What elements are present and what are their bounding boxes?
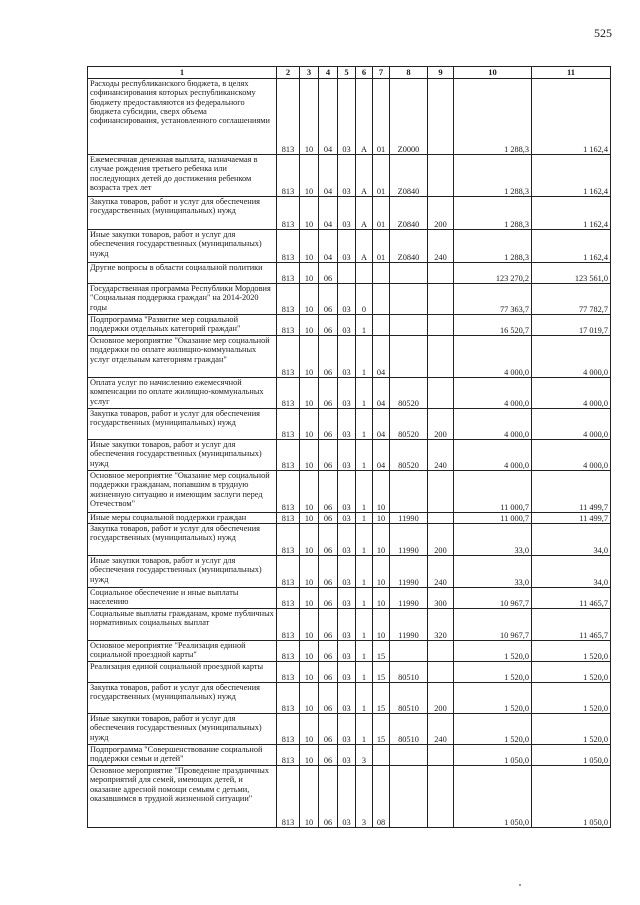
code-cell-6: А (356, 230, 373, 263)
amount-cell-10: 1 520,0 (454, 683, 532, 714)
row-name-cell: Государственная программа Республики Мордовия "Социальная поддержка граждан" на 2014-2020 годы (88, 284, 277, 315)
row-name-cell: Основное мероприятие "Реализация единой социальной проездной карты" (88, 641, 277, 662)
header-col-9: 9 (428, 67, 454, 79)
code-cell-2: 813 (277, 662, 300, 683)
code-cell-7 (373, 263, 390, 284)
amount-cell-11: 1 162,4 (532, 230, 611, 263)
code-cell-8 (390, 745, 428, 766)
code-cell-9: 240 (428, 714, 454, 745)
code-cell-8 (390, 336, 428, 378)
header-col-11: 11 (532, 67, 611, 79)
amount-cell-11: 1 162,4 (532, 155, 611, 197)
code-cell-5: 03 (338, 641, 356, 662)
amount-cell-11: 1 162,4 (532, 79, 611, 155)
code-cell-9: 240 (428, 440, 454, 471)
code-cell-2: 813 (277, 155, 300, 197)
code-cell-4: 06 (319, 745, 338, 766)
code-cell-2: 813 (277, 230, 300, 263)
code-cell-4: 06 (319, 714, 338, 745)
table-row (88, 745, 611, 766)
code-cell-8: Z0840 (390, 230, 428, 263)
table-row (88, 662, 611, 683)
code-cell-6: 1 (356, 588, 373, 609)
row-name-cell: Иные меры социальной поддержки граждан (88, 513, 277, 524)
code-cell-4: 04 (319, 230, 338, 263)
amount-cell-10: 1 288,3 (454, 79, 532, 155)
code-cell-7: 15 (373, 641, 390, 662)
code-cell-3: 10 (300, 230, 319, 263)
row-name-cell: Реализация единой социальной проездной карты (88, 662, 277, 683)
amount-cell-10: 1 520,0 (454, 714, 532, 745)
code-cell-5: 03 (338, 315, 356, 336)
code-cell-9 (428, 745, 454, 766)
amount-cell-11: 11 499,7 (532, 513, 611, 524)
margin-dot (519, 884, 521, 886)
amount-cell-11: 123 561,0 (532, 263, 611, 284)
code-cell-9: 300 (428, 588, 454, 609)
code-cell-2: 813 (277, 556, 300, 588)
table-row (88, 513, 611, 524)
code-cell-3: 10 (300, 714, 319, 745)
table-row (88, 641, 611, 662)
code-cell-6: 1 (356, 641, 373, 662)
code-cell-4: 06 (319, 409, 338, 440)
amount-cell-10: 1 050,0 (454, 766, 532, 828)
code-cell-6: 1 (356, 336, 373, 378)
code-cell-9 (428, 284, 454, 315)
row-name-cell: Подпрограмма "Совершенствование социальной поддержки семьи и детей" (88, 745, 277, 766)
table-row (88, 588, 611, 609)
header-col-5: 5 (338, 67, 356, 79)
code-cell-6: А (356, 79, 373, 155)
code-cell-5: 03 (338, 714, 356, 745)
amount-cell-11: 4 000,0 (532, 378, 611, 409)
code-cell-3: 10 (300, 641, 319, 662)
amount-cell-10: 10 967,7 (454, 588, 532, 609)
code-cell-3: 10 (300, 79, 319, 155)
code-cell-5: 03 (338, 197, 356, 230)
header-col-4: 4 (319, 67, 338, 79)
code-cell-8: 80510 (390, 683, 428, 714)
code-cell-2: 813 (277, 609, 300, 641)
amount-cell-10: 4 000,0 (454, 378, 532, 409)
code-cell-9 (428, 766, 454, 828)
table-row (88, 263, 611, 284)
code-cell-7: 04 (373, 336, 390, 378)
code-cell-3: 10 (300, 471, 319, 513)
amount-cell-10: 1 288,3 (454, 197, 532, 230)
row-name-cell: Закупка товаров, работ и услуг для обеспечения государственных (муниципальных) нужд (88, 683, 277, 714)
table-row (88, 440, 611, 471)
header-col-1: 1 (88, 67, 277, 79)
table-row (88, 284, 611, 315)
code-cell-3: 10 (300, 315, 319, 336)
row-name-cell: Основное мероприятие "Проведение праздничных мероприятий для семей, имеющих детей, и оказание адресной помощи семьям с детьми, оказавшимся в трудной жизненной ситуации" (88, 766, 277, 828)
code-cell-8 (390, 315, 428, 336)
code-cell-7 (373, 745, 390, 766)
code-cell-6: 1 (356, 609, 373, 641)
code-cell-4: 04 (319, 197, 338, 230)
amount-cell-11: 11 465,7 (532, 588, 611, 609)
code-cell-8: Z0840 (390, 155, 428, 197)
code-cell-6: 1 (356, 409, 373, 440)
code-cell-3: 10 (300, 662, 319, 683)
code-cell-6: 0 (356, 284, 373, 315)
table-row (88, 409, 611, 440)
row-name-cell: Подпрограмма "Развитие мер социальной поддержки отдельных категорий граждан" (88, 315, 277, 336)
code-cell-4: 06 (319, 263, 338, 284)
code-cell-2: 813 (277, 440, 300, 471)
code-cell-9 (428, 315, 454, 336)
row-name-cell: Социальное обеспечение и иные выплаты населению (88, 588, 277, 609)
table-row (88, 336, 611, 378)
amount-cell-10: 4 000,0 (454, 336, 532, 378)
code-cell-3: 10 (300, 513, 319, 524)
header-row (88, 67, 611, 79)
table-header (88, 67, 611, 79)
code-cell-2: 813 (277, 683, 300, 714)
code-cell-8: 11990 (390, 556, 428, 588)
amount-cell-10: 33,0 (454, 556, 532, 588)
code-cell-8: 11990 (390, 524, 428, 556)
code-cell-9 (428, 79, 454, 155)
code-cell-8: 80520 (390, 378, 428, 409)
code-cell-9: 320 (428, 609, 454, 641)
code-cell-4: 06 (319, 315, 338, 336)
table-row (88, 471, 611, 513)
amount-cell-10: 1 050,0 (454, 745, 532, 766)
table-row (88, 524, 611, 556)
code-cell-6: 1 (356, 440, 373, 471)
code-cell-5: 03 (338, 284, 356, 315)
code-cell-2: 813 (277, 588, 300, 609)
table-body (88, 79, 611, 828)
code-cell-4: 06 (319, 609, 338, 641)
code-cell-5: 03 (338, 336, 356, 378)
code-cell-9 (428, 336, 454, 378)
row-name-cell: Закупка товаров, работ и услуг для обеспечения государственных (муниципальных) нужд (88, 197, 277, 230)
code-cell-8 (390, 263, 428, 284)
code-cell-7: 01 (373, 79, 390, 155)
code-cell-7 (373, 315, 390, 336)
code-cell-3: 10 (300, 197, 319, 230)
code-cell-5: 03 (338, 556, 356, 588)
code-cell-6: 1 (356, 662, 373, 683)
code-cell-8 (390, 471, 428, 513)
amount-cell-10: 10 967,7 (454, 609, 532, 641)
code-cell-7: 04 (373, 378, 390, 409)
code-cell-4: 06 (319, 683, 338, 714)
code-cell-3: 10 (300, 263, 319, 284)
header-col-3: 3 (300, 67, 319, 79)
table-row (88, 378, 611, 409)
code-cell-4: 06 (319, 766, 338, 828)
code-cell-7: 15 (373, 662, 390, 683)
amount-cell-10: 33,0 (454, 524, 532, 556)
table-row (88, 315, 611, 336)
code-cell-9: 200 (428, 197, 454, 230)
table-row (88, 230, 611, 263)
amount-cell-11: 17 019,7 (532, 315, 611, 336)
row-name-cell: Социальные выплаты гражданам, кроме публичных нормативных социальных выплат (88, 609, 277, 641)
code-cell-5: 03 (338, 440, 356, 471)
code-cell-2: 813 (277, 315, 300, 336)
code-cell-9 (428, 155, 454, 197)
code-cell-4: 06 (319, 556, 338, 588)
code-cell-5: 03 (338, 766, 356, 828)
code-cell-9 (428, 471, 454, 513)
code-cell-8 (390, 284, 428, 315)
code-cell-7: 10 (373, 524, 390, 556)
code-cell-7: 01 (373, 197, 390, 230)
code-cell-6: 3 (356, 745, 373, 766)
code-cell-9: 200 (428, 683, 454, 714)
code-cell-4: 06 (319, 588, 338, 609)
row-name-cell: Закупка товаров, работ и услуг для обеспечения государственных (муниципальных) нужд (88, 409, 277, 440)
code-cell-6: 1 (356, 471, 373, 513)
code-cell-6: 3 (356, 766, 373, 828)
page-number: 525 (594, 26, 612, 40)
code-cell-5: 03 (338, 79, 356, 155)
amount-cell-11: 1 520,0 (532, 683, 611, 714)
code-cell-9 (428, 263, 454, 284)
code-cell-5: 03 (338, 378, 356, 409)
code-cell-7: 15 (373, 714, 390, 745)
code-cell-4: 06 (319, 513, 338, 524)
code-cell-3: 10 (300, 284, 319, 315)
code-cell-9 (428, 641, 454, 662)
amount-cell-11: 4 000,0 (532, 440, 611, 471)
code-cell-7: 10 (373, 609, 390, 641)
code-cell-9: 240 (428, 556, 454, 588)
code-cell-9 (428, 378, 454, 409)
amount-cell-11: 1 050,0 (532, 745, 611, 766)
budget-table (87, 66, 611, 828)
code-cell-5: 03 (338, 513, 356, 524)
amount-cell-10: 1 288,3 (454, 155, 532, 197)
code-cell-5: 03 (338, 471, 356, 513)
table-row (88, 683, 611, 714)
code-cell-8: Z0840 (390, 197, 428, 230)
code-cell-5: 03 (338, 662, 356, 683)
code-cell-3: 10 (300, 524, 319, 556)
amount-cell-11: 4 000,0 (532, 336, 611, 378)
amount-cell-10: 4 000,0 (454, 409, 532, 440)
code-cell-3: 10 (300, 766, 319, 828)
code-cell-8: 80510 (390, 714, 428, 745)
code-cell-4: 04 (319, 79, 338, 155)
code-cell-8: 11990 (390, 609, 428, 641)
amount-cell-11: 1 162,4 (532, 197, 611, 230)
code-cell-9 (428, 662, 454, 683)
code-cell-7: 01 (373, 155, 390, 197)
header-col-8: 8 (390, 67, 428, 79)
code-cell-5: 03 (338, 155, 356, 197)
header-col-2: 2 (277, 67, 300, 79)
code-cell-3: 10 (300, 378, 319, 409)
code-cell-2: 813 (277, 714, 300, 745)
row-name-cell: Основное мероприятие "Оказание мер социальной поддержки по оплате жилищно-коммунальных услуг отдельным категориям граждан" (88, 336, 277, 378)
code-cell-3: 10 (300, 556, 319, 588)
code-cell-8: Z0000 (390, 79, 428, 155)
code-cell-5: 03 (338, 588, 356, 609)
code-cell-5 (338, 263, 356, 284)
code-cell-8: 80510 (390, 662, 428, 683)
amount-cell-10: 1 520,0 (454, 641, 532, 662)
code-cell-2: 813 (277, 284, 300, 315)
row-name-cell: Расходы республиканского бюджета, в целях софинансирования которых республиканскому бюджету предоставляются из федерального бюджета субсидии, сверх объема софинансирования, установленного соглашениями (88, 79, 277, 155)
code-cell-6: 1 (356, 524, 373, 556)
code-cell-6: 1 (356, 378, 373, 409)
amount-cell-10: 4 000,0 (454, 440, 532, 471)
code-cell-3: 10 (300, 683, 319, 714)
row-name-cell: Оплата услуг по начислению ежемесячной компенсации по оплате жилищно-коммунальных услуг (88, 378, 277, 409)
code-cell-2: 813 (277, 79, 300, 155)
code-cell-4: 06 (319, 524, 338, 556)
header-col-7: 7 (373, 67, 390, 79)
amount-cell-11: 11 499,7 (532, 471, 611, 513)
amount-cell-10: 123 270,2 (454, 263, 532, 284)
table-row (88, 714, 611, 745)
code-cell-6: 1 (356, 556, 373, 588)
table-row (88, 79, 611, 155)
amount-cell-11: 1 050,0 (532, 766, 611, 828)
code-cell-4: 06 (319, 662, 338, 683)
code-cell-4: 06 (319, 336, 338, 378)
code-cell-7: 04 (373, 440, 390, 471)
code-cell-3: 10 (300, 336, 319, 378)
code-cell-8: 80520 (390, 440, 428, 471)
code-cell-2: 813 (277, 745, 300, 766)
code-cell-5: 03 (338, 230, 356, 263)
code-cell-9: 200 (428, 409, 454, 440)
table-row (88, 197, 611, 230)
code-cell-6: А (356, 197, 373, 230)
code-cell-3: 10 (300, 155, 319, 197)
code-cell-5: 03 (338, 409, 356, 440)
code-cell-3: 10 (300, 588, 319, 609)
code-cell-4: 06 (319, 378, 338, 409)
code-cell-3: 10 (300, 609, 319, 641)
row-name-cell: Другие вопросы в области социальной политики (88, 263, 277, 284)
code-cell-5: 03 (338, 609, 356, 641)
code-cell-6: 1 (356, 513, 373, 524)
amount-cell-11: 1 520,0 (532, 714, 611, 745)
code-cell-7: 10 (373, 588, 390, 609)
code-cell-2: 813 (277, 766, 300, 828)
code-cell-6: А (356, 155, 373, 197)
code-cell-2: 813 (277, 524, 300, 556)
row-name-cell: Иные закупки товаров, работ и услуг для обеспечения государственных (муниципальных) нужд (88, 230, 277, 263)
code-cell-2: 813 (277, 471, 300, 513)
code-cell-5: 03 (338, 683, 356, 714)
table-row (88, 609, 611, 641)
amount-cell-11: 34,0 (532, 556, 611, 588)
code-cell-7: 04 (373, 409, 390, 440)
code-cell-8 (390, 641, 428, 662)
code-cell-2: 813 (277, 409, 300, 440)
table-row (88, 766, 611, 828)
code-cell-3: 10 (300, 409, 319, 440)
code-cell-4: 06 (319, 440, 338, 471)
code-cell-8: 11990 (390, 588, 428, 609)
code-cell-2: 813 (277, 263, 300, 284)
code-cell-7: 08 (373, 766, 390, 828)
code-cell-3: 10 (300, 745, 319, 766)
code-cell-8: 80520 (390, 409, 428, 440)
table-row (88, 155, 611, 197)
amount-cell-11: 34,0 (532, 524, 611, 556)
amount-cell-11: 1 520,0 (532, 641, 611, 662)
code-cell-6: 1 (356, 315, 373, 336)
code-cell-9 (428, 513, 454, 524)
code-cell-2: 813 (277, 641, 300, 662)
amount-cell-10: 16 520,7 (454, 315, 532, 336)
amount-cell-10: 11 000,7 (454, 513, 532, 524)
amount-cell-10: 1 520,0 (454, 662, 532, 683)
code-cell-2: 813 (277, 378, 300, 409)
code-cell-4: 06 (319, 284, 338, 315)
code-cell-8 (390, 766, 428, 828)
code-cell-7: 10 (373, 556, 390, 588)
header-col-6: 6 (356, 67, 373, 79)
code-cell-2: 813 (277, 513, 300, 524)
code-cell-7: 01 (373, 230, 390, 263)
row-name-cell: Иные закупки товаров, работ и услуг для обеспечения государственных (муниципальных) нужд (88, 714, 277, 745)
table-row (88, 556, 611, 588)
code-cell-2: 813 (277, 197, 300, 230)
code-cell-6: 1 (356, 714, 373, 745)
header-col-10: 10 (454, 67, 532, 79)
amount-cell-10: 11 000,7 (454, 471, 532, 513)
code-cell-7: 15 (373, 683, 390, 714)
amount-cell-10: 1 288,3 (454, 230, 532, 263)
row-name-cell: Ежемесячная денежная выплата, назначаемая в случае рождения третьего ребенка или последующих детей до достижения ребенком возраста трех лет (88, 155, 277, 197)
code-cell-9: 200 (428, 524, 454, 556)
amount-cell-11: 1 520,0 (532, 662, 611, 683)
code-cell-5: 03 (338, 524, 356, 556)
code-cell-9: 240 (428, 230, 454, 263)
code-cell-6 (356, 263, 373, 284)
code-cell-5: 03 (338, 745, 356, 766)
code-cell-2: 813 (277, 336, 300, 378)
code-cell-3: 10 (300, 440, 319, 471)
amount-cell-11: 4 000,0 (532, 409, 611, 440)
amount-cell-10: 77 363,7 (454, 284, 532, 315)
code-cell-7: 10 (373, 513, 390, 524)
code-cell-8: 11990 (390, 513, 428, 524)
row-name-cell: Закупка товаров, работ и услуг для обеспечения государственных (муниципальных) нужд (88, 524, 277, 556)
code-cell-6: 1 (356, 683, 373, 714)
row-name-cell: Основное мероприятие "Оказание мер социальной поддержки гражданам, попавшим в трудную жизненную ситуацию и имеющим заслуги перед Отечеством" (88, 471, 277, 513)
code-cell-4: 06 (319, 471, 338, 513)
code-cell-4: 04 (319, 155, 338, 197)
code-cell-7: 10 (373, 471, 390, 513)
code-cell-7 (373, 284, 390, 315)
code-cell-4: 06 (319, 641, 338, 662)
amount-cell-11: 77 782,7 (532, 284, 611, 315)
amount-cell-11: 11 465,7 (532, 609, 611, 641)
row-name-cell: Иные закупки товаров, работ и услуг для обеспечения государственных (муниципальных) нужд (88, 556, 277, 588)
row-name-cell: Иные закупки товаров, работ и услуг для обеспечения государственных (муниципальных) нужд (88, 440, 277, 471)
